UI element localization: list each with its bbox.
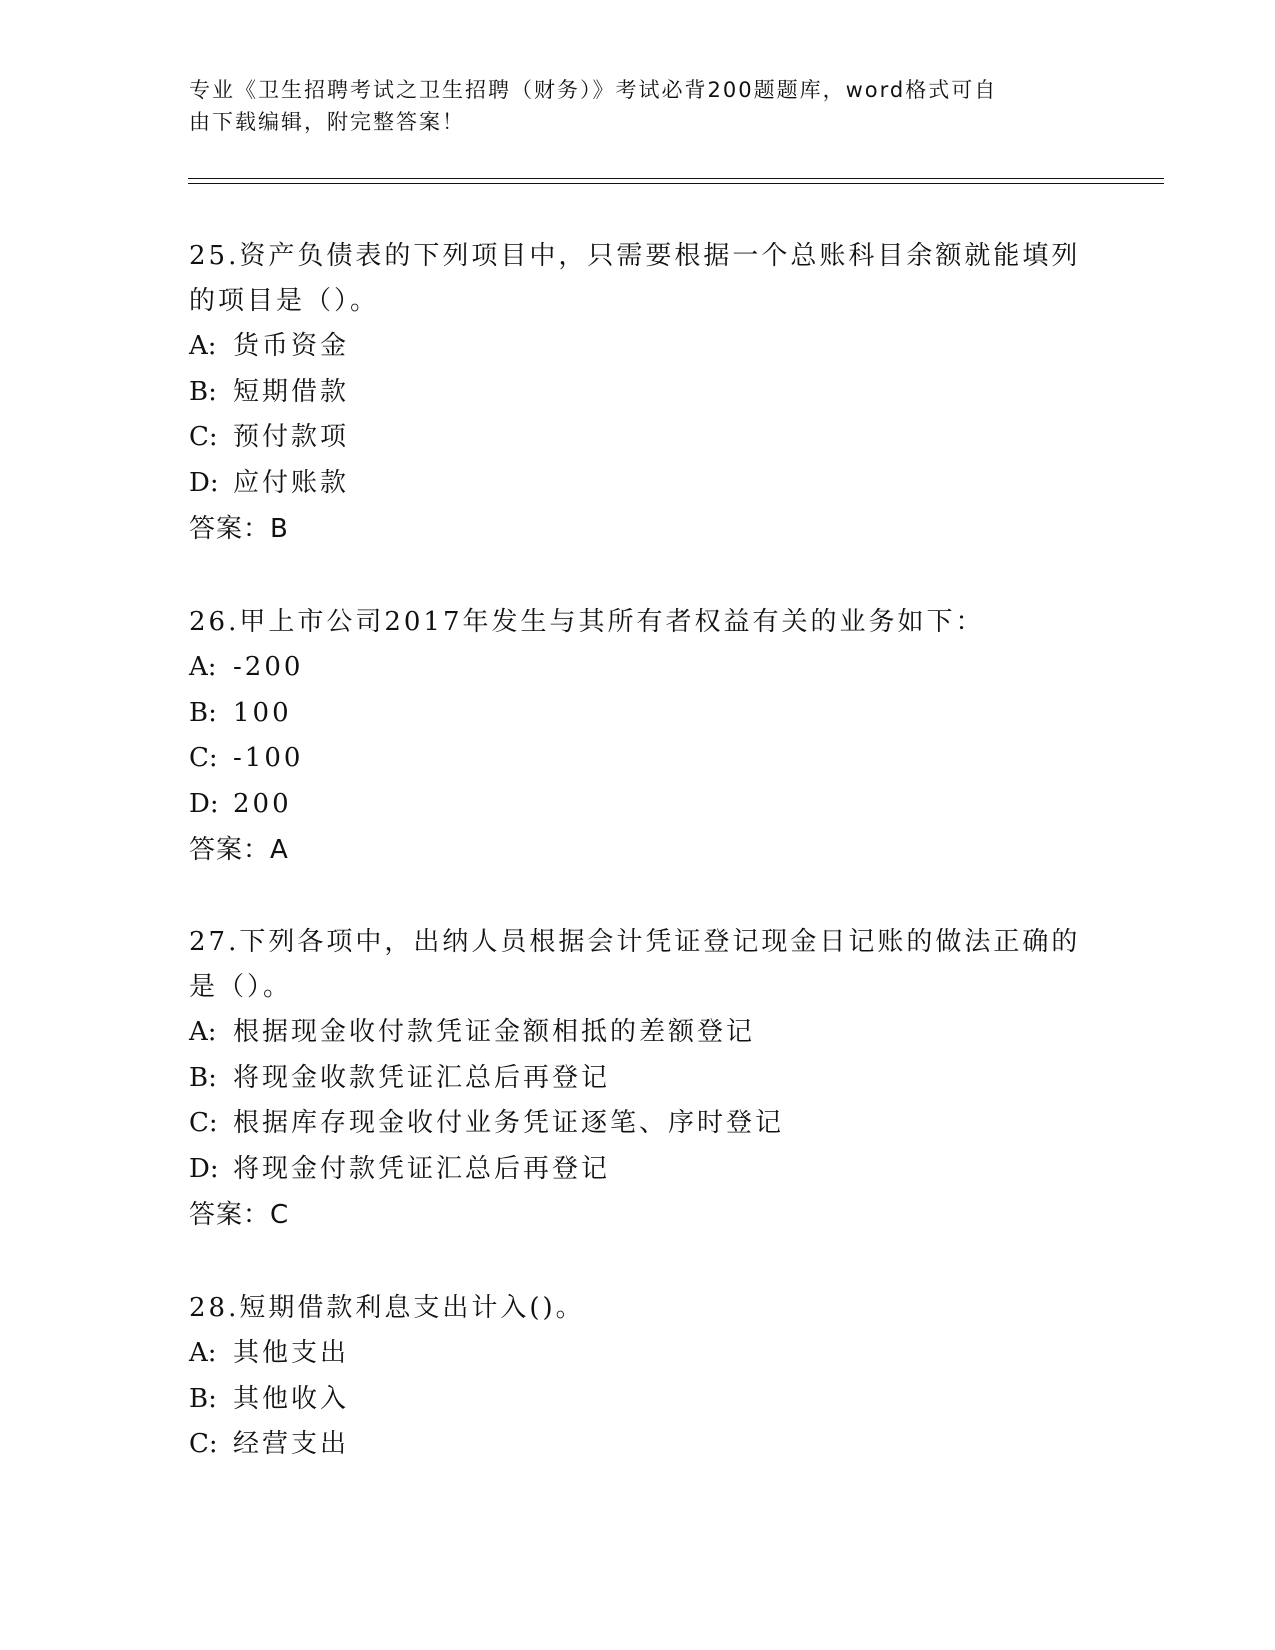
option-label: C: bbox=[189, 1429, 218, 1459]
option-a bbox=[189, 1331, 1089, 1377]
option-label: B: bbox=[189, 1062, 217, 1093]
question-stem-line: 25.资产负债表的下列项目中，只需要根据一个总账科目余额就能填列 bbox=[189, 241, 1081, 271]
header-line-1: 专业《卫生招聘考试之卫生招聘（财务）》考试必背200题题库，word格式可自 bbox=[189, 78, 998, 102]
option-text: -200 bbox=[233, 652, 304, 682]
option-c bbox=[189, 736, 1089, 782]
answer: 答案：B bbox=[189, 514, 289, 544]
option-a bbox=[189, 324, 1089, 370]
option-label: B: bbox=[189, 376, 217, 407]
option-d bbox=[189, 461, 1089, 507]
option-label: A: bbox=[189, 331, 217, 361]
option-a bbox=[189, 1010, 1089, 1056]
option-text: 应付账款 bbox=[233, 467, 350, 498]
answer: 答案：A bbox=[189, 835, 289, 865]
header-divider-top bbox=[188, 178, 1164, 179]
option-label: C: bbox=[189, 422, 218, 452]
question-stem-line: 26.甲上市公司2017年发生与其所有者权益有关的业务如下： bbox=[189, 607, 985, 637]
option-label: A: bbox=[189, 652, 217, 682]
question-stem-line: 的项目是（）。 bbox=[189, 286, 380, 316]
question-26 bbox=[189, 600, 1089, 873]
header-line-2: 由下载编辑，附完整答案！ bbox=[189, 110, 465, 134]
option-text: 其他收入 bbox=[233, 1383, 350, 1414]
option-label: C: bbox=[189, 1108, 218, 1138]
option-text: 200 bbox=[233, 788, 292, 819]
option-c bbox=[189, 1101, 1089, 1147]
option-label: B: bbox=[189, 697, 217, 728]
option-text: 将现金收款凭证汇总后再登记 bbox=[233, 1062, 611, 1093]
option-b bbox=[189, 370, 1089, 416]
question-stem-line: 是（）。 bbox=[189, 972, 293, 1002]
option-text: 根据库存现金收付业务凭证逐笔、序时登记 bbox=[233, 1108, 785, 1138]
question-25 bbox=[189, 234, 1089, 552]
option-text: 货币资金 bbox=[233, 331, 350, 361]
option-b bbox=[189, 691, 1089, 737]
option-label: C: bbox=[189, 743, 218, 773]
option-label: D: bbox=[189, 788, 219, 819]
option-c bbox=[189, 415, 1089, 461]
answer: 答案：C bbox=[189, 1200, 290, 1230]
option-b bbox=[189, 1377, 1089, 1423]
option-b bbox=[189, 1056, 1089, 1102]
option-label: D: bbox=[189, 467, 219, 498]
option-d bbox=[189, 782, 1089, 828]
option-a bbox=[189, 645, 1089, 691]
option-label: A: bbox=[189, 1338, 217, 1368]
option-text: 预付款项 bbox=[233, 422, 350, 452]
option-text: 经营支出 bbox=[233, 1429, 350, 1459]
question-28 bbox=[189, 1286, 1089, 1468]
option-text: 其他支出 bbox=[233, 1338, 350, 1368]
option-label: B: bbox=[189, 1383, 217, 1414]
question-stem-line: 27.下列各项中，出纳人员根据会计凭证登记现金日记账的做法正确的 bbox=[189, 927, 1081, 957]
option-label: A: bbox=[189, 1017, 217, 1047]
question-27 bbox=[189, 920, 1089, 1238]
option-label: D: bbox=[189, 1153, 219, 1184]
option-text: 100 bbox=[233, 697, 292, 728]
option-text: 将现金付款凭证汇总后再登记 bbox=[233, 1153, 611, 1184]
option-text: -100 bbox=[233, 743, 304, 773]
question-stem-line: 28.短期借款利息支出计入()。 bbox=[189, 1293, 585, 1323]
option-c bbox=[189, 1422, 1089, 1468]
option-text: 短期借款 bbox=[233, 376, 350, 407]
option-text: 根据现金收付款凭证金额相抵的差额登记 bbox=[233, 1017, 756, 1047]
document-header bbox=[189, 74, 1089, 138]
option-d bbox=[189, 1147, 1089, 1193]
header-divider-bottom bbox=[188, 183, 1164, 184]
